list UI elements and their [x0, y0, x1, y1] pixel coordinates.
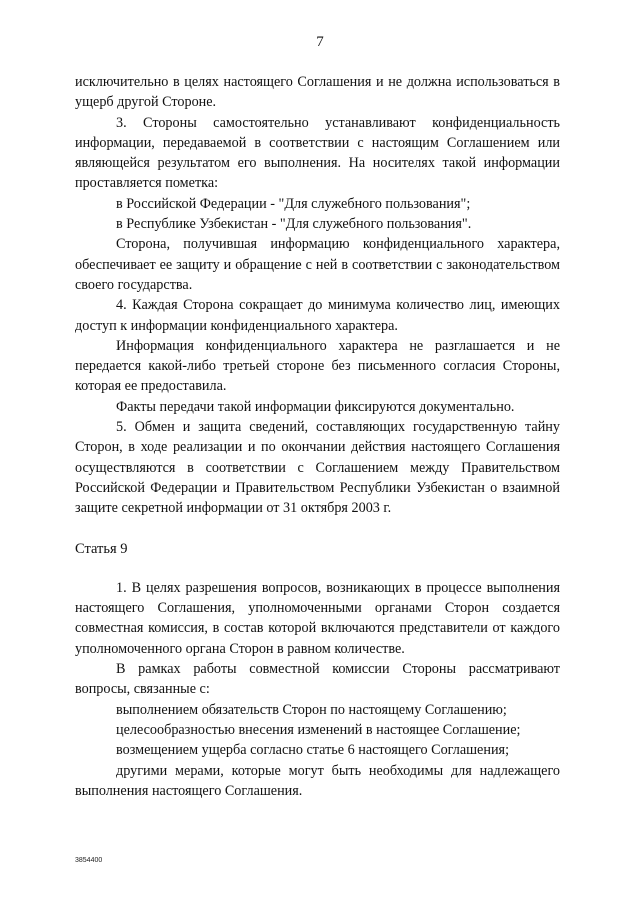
paragraph-non-disclosure: Информация конфиденциального характера не разглашается и не передается какой-либо третьей стороне без письменного согласия Стороны, которая ее предоставила.	[75, 337, 560, 395]
list-item-obligations: выполнением обязательств Сторон по настоящему Соглашению;	[116, 701, 507, 718]
paragraph-continuation: исключительно в целях настоящего Соглашения и не должна использоваться в ущерб другой Стороне.	[75, 74, 560, 111]
page-number: 7	[316, 34, 324, 50]
paragraph-commission-scope: В рамках работы совместной комиссии Стороны рассматривают вопросы, связанные с:	[75, 661, 560, 698]
document-body	[75, 72, 560, 801]
paragraph-clause-3: 3. Стороны самостоятельно устанавливают конфиденциальность информации, передаваемой в соответствии с настоящим Соглашением или являющейся результатом его выполнения. На носителях такой информации проставляется пометка:	[75, 114, 560, 192]
paragraph-marking-russia: в Российской Федерации - "Для служебного пользования";	[116, 195, 471, 212]
paragraph-clause-4: 4. Каждая Сторона сокращает до минимума количество лиц, имеющих доступ к информации конфиденциального характера.	[75, 297, 560, 334]
list-item-damages: возмещением ущерба согласно статье 6 настоящего Соглашения;	[116, 742, 510, 759]
paragraph-marking-uzbekistan: в Республике Узбекистан - "Для служебного пользования".	[116, 216, 472, 233]
article-heading: Статья 9	[75, 540, 128, 557]
list-item-amendments: целесообразностью внесения изменений в настоящее Соглашение;	[116, 721, 521, 738]
paragraph-confidential-protection: Сторона, получившая информацию конфиденциального характера, обеспечивает ее защиту и обращение с ней в соответствии с законодательством своего государства.	[75, 236, 560, 293]
document-code: 3854400	[75, 857, 103, 864]
paragraph-clause-5: 5. Обмен и защита сведений, составляющих государственную тайну Сторон, в ходе реализации и по окончании действия настоящего Соглашения осуществляются в соответствии с Соглашением между Правительством Российской Федерации и Правительством Республики Узбекистан о взаимной защите секретной информации от 31 октября 2003 г.	[75, 419, 560, 517]
paragraph-article9-clause-1: 1. В целях разрешения вопросов, возникающих в процессе выполнения настоящего Соглашения, уполномоченными органами Сторон создается совместная комиссия, в состав которой включаются представители от каждого уполномоченного органа Сторон в равном количестве.	[75, 579, 560, 657]
paragraph-documented-transfer: Факты передачи такой информации фиксируются документально.	[116, 398, 515, 415]
list-item-other-measures: другими мерами, которые могут быть необходимы для надлежащего выполнения настоящего Соглашения.	[75, 762, 560, 799]
